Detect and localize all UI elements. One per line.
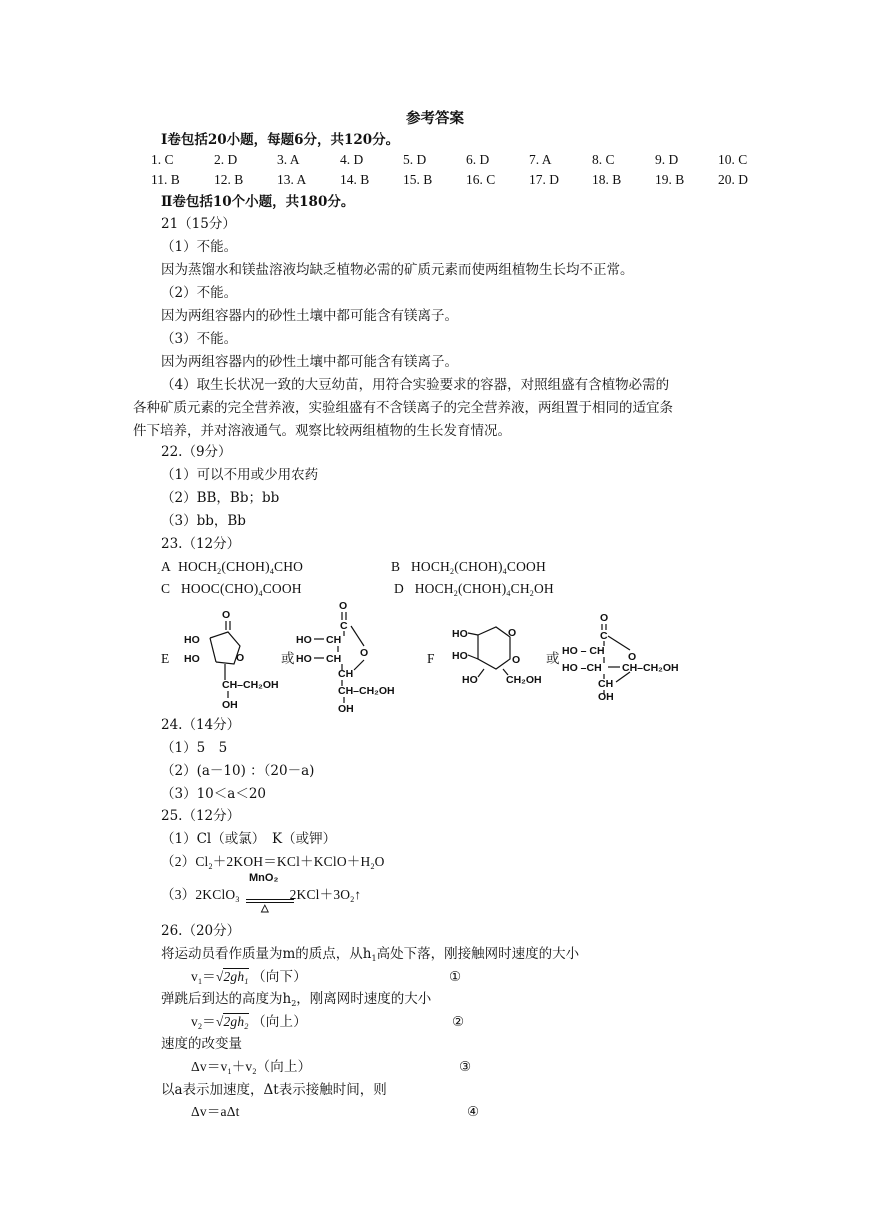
structure-e-ring xyxy=(180,600,280,712)
equation-number: ① xyxy=(449,969,462,985)
atom-label: CH xyxy=(326,634,342,646)
q26-line: 弹跳后到达的高度为$h_2$，刚离网时速度的大小 xyxy=(161,991,432,1008)
q26-equation-3: $\Delta v=v_1+v_2$（向上） xyxy=(191,1059,312,1076)
mcq-answer: 17. D xyxy=(529,172,559,187)
mcq-answer: 11. B xyxy=(151,172,180,187)
q24-line: （1）5 5 xyxy=(161,740,228,756)
mcq-answer: 18. B xyxy=(592,172,622,187)
atom-label: OH xyxy=(598,691,614,703)
atom-label: CH–CH₂OH xyxy=(338,685,395,697)
q23-heading: 23.（12分） xyxy=(161,536,241,552)
q21-line: （3）不能。 xyxy=(161,331,238,347)
q24-heading: 24.（14分） xyxy=(161,717,241,733)
mcq-answer: 4. D xyxy=(340,152,364,167)
atom-label: HO – CH xyxy=(562,645,605,657)
q23-answer-a: A $HOCH_2(CHOH)_4CHO$ xyxy=(161,559,304,576)
atom-label: HO –CH xyxy=(562,662,602,674)
q21-line: 因为蒸馏水和镁盐溶液均缺乏植物必需的矿质元素而使两组植物生长均不正常。 xyxy=(161,262,634,278)
structure-e-open xyxy=(296,598,406,716)
q21-line: 件下培养，并对溶液通气。观察比较两组植物的生长发育情况。 xyxy=(133,423,511,439)
atom-label: HO xyxy=(296,653,312,665)
bond xyxy=(608,636,630,650)
q25-line: （1）Cl（或氯） K（或钾） xyxy=(161,831,337,847)
q26-equation-4: Δv＝aΔt xyxy=(191,1104,240,1119)
atom-label: HO xyxy=(462,674,478,686)
q26-heading: 26.（20分） xyxy=(161,923,241,939)
atom-label: OH xyxy=(338,703,354,715)
atom-label: CH–CH₂OH xyxy=(622,662,679,674)
q26-equation-2: $v_2=√2gh_2$ （向上） xyxy=(191,1014,307,1031)
mcq-answer: 5. D xyxy=(403,152,427,167)
q22-line: （3）bb，Bb xyxy=(161,513,246,529)
q22-line: （1）可以不用或少用农药 xyxy=(161,467,319,483)
q26-line: 以a表示加速度，Δt表示接触时间，则 xyxy=(161,1082,387,1098)
atom-label: HO xyxy=(452,628,468,640)
atom-label: O xyxy=(600,612,609,624)
atom-label: O xyxy=(222,609,231,621)
q21-line: （4）取生长状况一致的大豆幼苗，用符合实验要求的容器，对照组盛有含植物必需的 xyxy=(161,377,670,393)
atom-label: O xyxy=(339,600,348,612)
q26-line: 速度的改变量 xyxy=(161,1036,242,1052)
mcq-answer: 19. B xyxy=(655,172,685,187)
equation-number: ③ xyxy=(459,1059,472,1075)
bond xyxy=(354,660,364,670)
q21-line: 因为两组容器内的砂性土壤中都可能含有镁离子。 xyxy=(161,308,458,324)
q23-answer-d: D $HOCH_2(CHOH)_4CH_2OH$ xyxy=(394,581,554,598)
atom-label: O xyxy=(360,647,369,659)
mcq-answer: 3. A xyxy=(277,152,300,167)
mcq-answer: 12. B xyxy=(214,172,244,187)
bond xyxy=(468,655,478,659)
q21-line: 因为两组容器内的砂性土壤中都可能含有镁离子。 xyxy=(161,354,458,370)
q23-label-e: E xyxy=(161,651,170,666)
q22-heading: 22.（9分） xyxy=(161,444,232,460)
q22-line: （2）BB，Bb；bb xyxy=(161,490,280,506)
atom-label: CH–CH₂OH xyxy=(222,679,279,691)
atom-label: HO xyxy=(296,634,312,646)
mcq-answer: 2. D xyxy=(214,152,238,167)
mcq-answer: 16. C xyxy=(466,172,496,187)
reaction-arrow-line xyxy=(246,899,294,900)
mcq-answer: 15. B xyxy=(403,172,433,187)
q26-equation-1: $v_1=√2gh_1$ （向下） xyxy=(191,969,307,986)
part2-header: Ⅱ卷包括10个小题，共180分。 xyxy=(161,194,355,210)
atom-label: HO xyxy=(184,653,200,665)
atom-label: OH xyxy=(222,699,238,711)
bond xyxy=(351,626,364,646)
q24-line: （2）(a－10) ：（20－a) xyxy=(161,763,315,779)
atom-label: O xyxy=(512,654,521,666)
q21-line: （2）不能。 xyxy=(161,285,238,301)
mcq-row-1 xyxy=(151,151,781,169)
atom-label: CH xyxy=(338,668,354,680)
q21-line: （1）不能。 xyxy=(161,239,238,255)
bond xyxy=(478,669,484,677)
q21-line: 各种矿质元素的完全营养液，实验组盛有不含镁离子的完全营养液，两组置于相同的适宜条 xyxy=(133,400,673,416)
atom-label: CH xyxy=(598,678,614,690)
q25-heading: 25.（12分） xyxy=(161,808,241,824)
atom-label: C xyxy=(600,630,608,642)
q23-answer-b: B $HOCH_2(CHOH)_4COOH$ xyxy=(391,559,546,576)
q23-answer-c: C $HOOC(CHO)_4COOH$ xyxy=(161,581,302,598)
reaction-heat: △ xyxy=(261,903,269,914)
reaction-arrow-line xyxy=(246,902,294,903)
mcq-answer: 10. C xyxy=(718,152,748,167)
mcq-answer: 1. C xyxy=(151,152,174,167)
atom-label: CH₂OH xyxy=(506,674,542,686)
mcq-answer: 6. D xyxy=(466,152,490,167)
structure-f-ring xyxy=(448,615,548,695)
atom-label: HO xyxy=(184,634,200,646)
mcq-answer: 13. A xyxy=(277,172,307,187)
q23-label-f: F xyxy=(427,651,435,666)
atom-label: O xyxy=(236,652,245,664)
reaction-catalyst: MnO₂ xyxy=(249,872,279,884)
atom-label: CH xyxy=(326,653,342,665)
q21-heading: 21（15分） xyxy=(161,216,236,232)
page-title: 参考答案 xyxy=(406,110,464,127)
q25-equation-2: $(2)Cl_2+2KOH=KCl+KClO+H_2O$ xyxy=(161,854,385,871)
atom-label: C xyxy=(340,620,348,632)
mcq-answer: 20. D xyxy=(718,172,748,187)
atom-label: O xyxy=(628,651,637,663)
mcq-answer: 7. A xyxy=(529,152,552,167)
q23-or: 或 xyxy=(546,651,560,667)
equation-number: ② xyxy=(452,1014,465,1030)
q26-line: 将运动员看作质量为m的质点，从$h_1$高处下落，刚接触网时速度的大小 xyxy=(161,946,580,963)
bond xyxy=(468,633,478,635)
equation-number: ④ xyxy=(467,1104,480,1120)
mcq-answer: 14. B xyxy=(340,172,370,187)
bond xyxy=(210,638,216,662)
ring-bond xyxy=(478,627,510,669)
mcq-answer: 8. C xyxy=(592,152,615,167)
mcq-row-2 xyxy=(151,171,781,189)
q23-or: 或 xyxy=(281,651,295,667)
q24-line: （3）10＜a＜20 xyxy=(161,786,266,802)
structure-f-open xyxy=(560,612,679,703)
mcq-answer: 9. D xyxy=(655,152,679,167)
part1-header: Ⅰ卷包括20小题，每题6分，共120分。 xyxy=(161,132,400,148)
q25-equation-3: （3）2KClO$_3$ $2KCl+3O_2↑$ xyxy=(161,887,362,904)
atom-label: HO xyxy=(452,650,468,662)
atom-label: O xyxy=(508,627,517,639)
